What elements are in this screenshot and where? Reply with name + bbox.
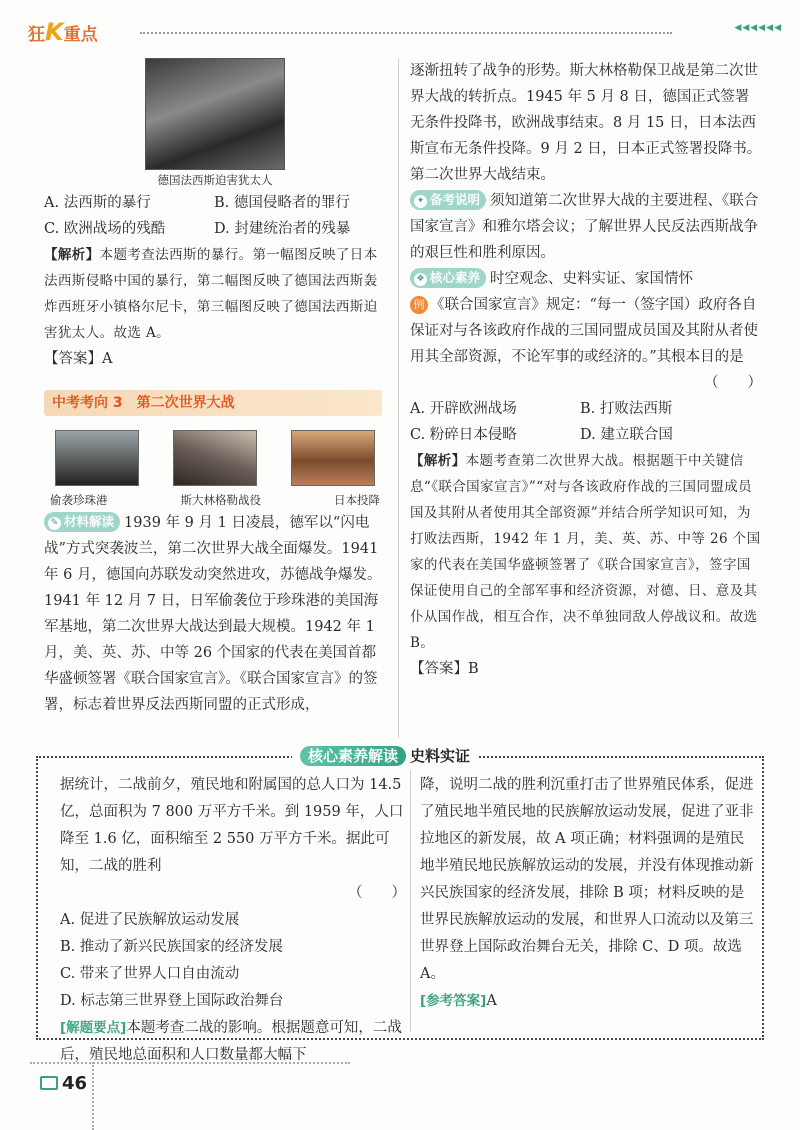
photo-japan-surrender [291,430,375,486]
answer: 【答案】B [410,661,479,677]
pen-icon: ✎ [48,517,61,530]
analysis: 【解析】本题考查第二次世界大战。根据题干中关键信息“《联合国家宣言》”“对与各该政府作战的三国同盟成员国及其附从者使用其全部资源”并结合所学知识可知，为打败法西斯，1942 年 1 月，美、英、苏、中等 26 个国家的代表在美国华盛顿签署了《联合国家宣言》，签字国保证使用自己的全部军事和经济资源，对德、日、意及其仆从国作战，相互合作，决不单独同敌人停战议和。故选 B。 [410,453,761,651]
option-a: A. 开辟欧洲战场 [410,401,517,417]
answer-blank: （ ） [348,885,406,901]
option-d: D. 建立联合国 [580,427,673,443]
option-a: A. 法西斯的暴行 [44,195,151,211]
option-list [410,396,762,448]
answer-blank: （ ） [704,375,762,391]
picture-captions: 偷袭珍珠港 斯大林格勒战役 日本投降 [50,493,380,507]
option-b: B. 德国侵略者的罪行 [214,195,350,211]
footer-rule-vertical [92,1062,94,1130]
core-literacy-box [36,747,764,1063]
box-left [60,772,406,1069]
example-icon: 例 [410,296,428,314]
box-explanation: 降，说明二战的胜利沉重打击了世界殖民体系，促进了殖民地半殖民地的民族解放运动发展，促进了亚非拉地区的新发展，故 A 项正确；材料强调的是殖民地半殖民地民族解放运动的发展，并没有体现推动新兴民族国家的经济发展，排除 B 项；材料反映的是世界民族解放运动的发展，和世界人口流动以及第三世界登上国际政治舞台无关，排除 C、D 项。故选 A。 [420,777,754,982]
core-literacy: ❖ 核心素养 时空观念、史料实证、家国情怀 [410,266,762,292]
analysis: 【解析】本题考查法西斯的暴行。第一幅图反映了日本法西斯侵略中国的暴行，第二幅图反映了德国法西斯轰炸西班牙小镇格尔尼卡，第三幅图反映了德国法西斯迫害犹太人。故选 A。 [44,247,378,341]
option-c: C. 带来了世界人口自由流动 [60,966,240,982]
arrow-decoration-icon: ◀◀◀◀◀◀ [734,23,782,33]
material-tag: ✎ 材料解读 [44,512,120,532]
option-c: C. 粉碎日本侵略 [410,427,517,443]
logo: 狂K重点 [28,18,98,46]
box-divider [410,770,411,1032]
section-title: 中考考向 3 第二次世界大战 [44,390,382,416]
key-points: [解题要点]本题考查二战的影响。根据题意可知，二战后，殖民地总面积和人口数量都大幅下 [60,1020,402,1063]
example-question: 例 《联合国家宣言》规定：“每一（签字国）政府各自保证对与各该政府作战的三国同盟成员国及其附从者使用其全部资源，不论军事的或经济的。”其根本目的是 [410,297,758,365]
option-b: B. 打败法西斯 [580,401,673,417]
footer-rule [30,1062,350,1064]
page-number: 46 [40,1073,87,1094]
photo-persecution [145,58,285,170]
left-column [44,58,386,718]
answer: 【答案】A [44,351,113,367]
column-divider [398,58,399,738]
material-continued: 逐渐扭转了战争的形势。斯大林格勒保卫战是第二次世界大战的转折点。1945 年 5 月 8 日，德国正式签署无条件投降书，欧洲战事结束。8 月 15 日，日本法西斯宣布无条件投降。9 月 2 日，日本正式签署投降书。第二次世界大战结束。 [410,63,762,183]
page-header [22,18,782,46]
photo-pearl-harbor [55,430,139,486]
photo-stalingrad [173,430,257,486]
material-text: ✎ 材料解读 1939 年 9 月 1 日凌晨，德军以“闪电战”方式突袭波兰，第二次世界大战全面爆发。1941 年 6 月，德国向苏联发动突然进攻，苏德战争爆发。1941 年 12 月 7 日，日军偷袭位于珍珠港的美国海军基地，第二次世界大战达到最大规模。1942 年 1 月，美、英、苏、中等 26 个国家的代表在美国首都华盛顿签署《联合国家宣言》。《联合国家宣言》的签署，标志着世界反法西斯同盟的正式形成， [44,514,382,713]
option-d: D. 封建统治者的残暴 [214,221,351,237]
lightbulb-icon: ✦ [414,195,427,208]
box-question: 据统计，二战前夕，殖民地和附属国的总人口为 14.5 亿，总面积为 7 800 万平方千米。到 1959 年，人口降至 1.6 亿，面积缩至 2 550 万平方千米。据此可知，二战的胜利 [60,777,404,874]
picture-row [55,430,375,486]
box-right [420,772,756,1015]
right-column [410,58,762,682]
box-title: 核心素养解读 史料实证 [292,744,478,768]
core-tag: ❖ 核心素养 [410,268,486,288]
book-icon: ❖ [414,273,427,286]
option-a: A. 促进了民族解放运动发展 [60,912,240,928]
photo-caption: 德国法西斯迫害犹太人 [157,173,273,187]
option-list [44,190,386,242]
option-d: D. 标志第三世界登上国际政治舞台 [60,993,284,1009]
header-rule [140,32,672,34]
prep-tag: ✦ 备考说明 [410,190,486,210]
option-b: B. 推动了新兴民族国家的经济发展 [60,939,283,955]
option-c: C. 欧洲战场的残酷 [44,221,166,237]
reference-answer: [参考答案]A [420,993,497,1009]
prep-note: ✦ 备考说明 须知道第二次世界大战的主要进程、《联合国家宣言》和雅尔塔会议；了解世界人民反法西斯战争的艰巨性和胜利原因。 [410,192,759,261]
book-icon [40,1076,58,1090]
